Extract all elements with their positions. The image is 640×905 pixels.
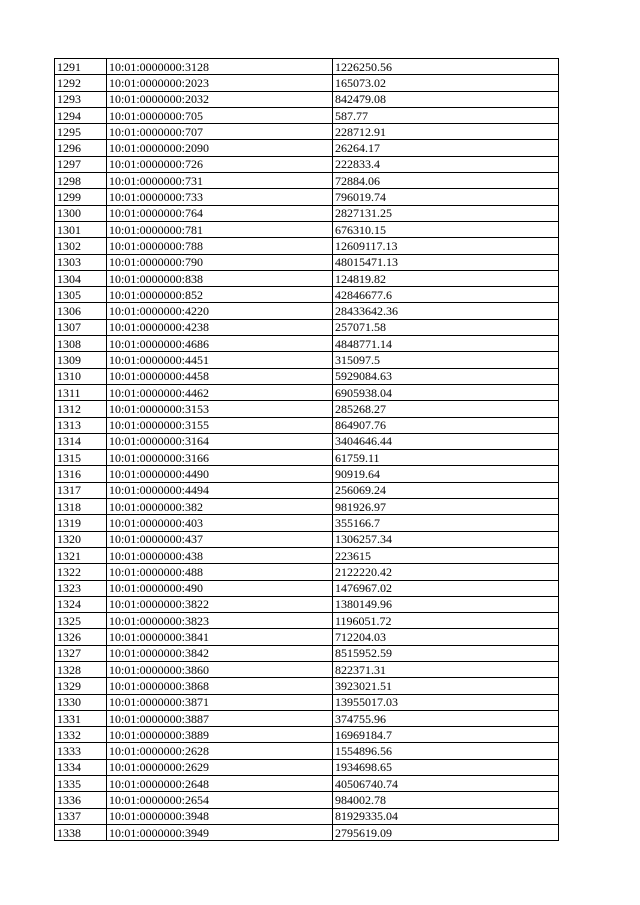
value-cell: 355166.7 xyxy=(333,515,559,531)
row-number-cell: 1302 xyxy=(55,238,107,254)
cadastral-number-cell: 10:01:0000000:707 xyxy=(107,124,333,140)
table-row xyxy=(55,499,559,515)
cadastral-number-cell: 10:01:0000000:3868 xyxy=(107,678,333,694)
value-cell: 2827131.25 xyxy=(333,205,559,221)
table-row xyxy=(55,59,559,75)
value-cell: 315097.5 xyxy=(333,352,559,368)
table-body xyxy=(55,59,559,841)
value-cell: 984002.78 xyxy=(333,792,559,808)
cadastral-number-cell: 10:01:0000000:4220 xyxy=(107,303,333,319)
value-cell: 1306257.34 xyxy=(333,531,559,547)
row-number-cell: 1328 xyxy=(55,661,107,677)
table-row xyxy=(55,352,559,368)
table-row xyxy=(55,547,559,563)
cadastral-number-cell: 10:01:0000000:731 xyxy=(107,173,333,189)
cadastral-number-cell: 10:01:0000000:3889 xyxy=(107,727,333,743)
row-number-cell: 1310 xyxy=(55,368,107,384)
value-cell: 90919.64 xyxy=(333,466,559,482)
table-row xyxy=(55,629,559,645)
cadastral-number-cell: 10:01:0000000:3887 xyxy=(107,710,333,726)
value-cell: 796019.74 xyxy=(333,189,559,205)
cadastral-number-cell: 10:01:0000000:3948 xyxy=(107,808,333,824)
value-cell: 1934698.65 xyxy=(333,759,559,775)
table-row xyxy=(55,661,559,677)
table-row xyxy=(55,482,559,498)
table-row xyxy=(55,450,559,466)
row-number-cell: 1337 xyxy=(55,808,107,824)
row-number-cell: 1332 xyxy=(55,727,107,743)
value-cell: 8515952.59 xyxy=(333,645,559,661)
table-row xyxy=(55,824,559,840)
value-cell: 223615 xyxy=(333,547,559,563)
row-number-cell: 1331 xyxy=(55,710,107,726)
value-cell: 1380149.96 xyxy=(333,596,559,612)
cadastral-number-cell: 10:01:0000000:488 xyxy=(107,564,333,580)
value-cell: 1476967.02 xyxy=(333,580,559,596)
cadastral-number-cell: 10:01:0000000:2032 xyxy=(107,91,333,107)
row-number-cell: 1300 xyxy=(55,205,107,221)
cadastral-number-cell: 10:01:0000000:403 xyxy=(107,515,333,531)
table-row xyxy=(55,270,559,286)
table-row xyxy=(55,515,559,531)
row-number-cell: 1295 xyxy=(55,124,107,140)
row-number-cell: 1318 xyxy=(55,499,107,515)
value-cell: 81929335.04 xyxy=(333,808,559,824)
cadastral-number-cell: 10:01:0000000:3841 xyxy=(107,629,333,645)
row-number-cell: 1305 xyxy=(55,287,107,303)
cadastral-number-cell: 10:01:0000000:3153 xyxy=(107,401,333,417)
value-cell: 1196051.72 xyxy=(333,613,559,629)
cadastral-number-cell: 10:01:0000000:4451 xyxy=(107,352,333,368)
cadastral-number-cell: 10:01:0000000:4458 xyxy=(107,368,333,384)
cadastral-number-cell: 10:01:0000000:733 xyxy=(107,189,333,205)
value-cell: 285268.27 xyxy=(333,401,559,417)
value-cell: 228712.91 xyxy=(333,124,559,140)
value-cell: 4848771.14 xyxy=(333,336,559,352)
row-number-cell: 1321 xyxy=(55,547,107,563)
table-row xyxy=(55,140,559,156)
row-number-cell: 1338 xyxy=(55,824,107,840)
row-number-cell: 1312 xyxy=(55,401,107,417)
cadastral-number-cell: 10:01:0000000:788 xyxy=(107,238,333,254)
table-row xyxy=(55,743,559,759)
row-number-cell: 1329 xyxy=(55,678,107,694)
row-number-cell: 1316 xyxy=(55,466,107,482)
cadastral-number-cell: 10:01:0000000:3128 xyxy=(107,59,333,75)
table-row xyxy=(55,205,559,221)
value-cell: 257071.58 xyxy=(333,319,559,335)
table-row xyxy=(55,613,559,629)
row-number-cell: 1327 xyxy=(55,645,107,661)
row-number-cell: 1317 xyxy=(55,482,107,498)
table-row xyxy=(55,336,559,352)
row-number-cell: 1335 xyxy=(55,776,107,792)
cadastral-number-cell: 10:01:0000000:4238 xyxy=(107,319,333,335)
table-row xyxy=(55,124,559,140)
value-cell: 61759.11 xyxy=(333,450,559,466)
cadastral-number-cell: 10:01:0000000:2090 xyxy=(107,140,333,156)
table-row xyxy=(55,417,559,433)
table-row xyxy=(55,189,559,205)
row-number-cell: 1306 xyxy=(55,303,107,319)
table-row xyxy=(55,466,559,482)
table-row xyxy=(55,156,559,172)
value-cell: 5929084.63 xyxy=(333,368,559,384)
cadastral-number-cell: 10:01:0000000:382 xyxy=(107,499,333,515)
table-row xyxy=(55,694,559,710)
cadastral-number-cell: 10:01:0000000:764 xyxy=(107,205,333,221)
table-row xyxy=(55,433,559,449)
table-row xyxy=(55,580,559,596)
value-cell: 374755.96 xyxy=(333,710,559,726)
row-number-cell: 1293 xyxy=(55,91,107,107)
table-row xyxy=(55,710,559,726)
row-number-cell: 1296 xyxy=(55,140,107,156)
cadastral-number-cell: 10:01:0000000:3842 xyxy=(107,645,333,661)
row-number-cell: 1330 xyxy=(55,694,107,710)
cadastral-number-cell: 10:01:0000000:4462 xyxy=(107,384,333,400)
value-cell: 165073.02 xyxy=(333,75,559,91)
row-number-cell: 1320 xyxy=(55,531,107,547)
value-cell: 13955017.03 xyxy=(333,694,559,710)
table-row xyxy=(55,238,559,254)
value-cell: 222833.4 xyxy=(333,156,559,172)
cadastral-number-cell: 10:01:0000000:2628 xyxy=(107,743,333,759)
row-number-cell: 1307 xyxy=(55,319,107,335)
row-number-cell: 1313 xyxy=(55,417,107,433)
row-number-cell: 1311 xyxy=(55,384,107,400)
row-number-cell: 1324 xyxy=(55,596,107,612)
cadastral-number-cell: 10:01:0000000:438 xyxy=(107,547,333,563)
value-cell: 822371.31 xyxy=(333,661,559,677)
table-row xyxy=(55,287,559,303)
table-row xyxy=(55,776,559,792)
value-cell: 28433642.36 xyxy=(333,303,559,319)
value-cell: 72884.06 xyxy=(333,173,559,189)
table-row xyxy=(55,254,559,270)
value-cell: 981926.97 xyxy=(333,499,559,515)
cadastral-number-cell: 10:01:0000000:4490 xyxy=(107,466,333,482)
row-number-cell: 1303 xyxy=(55,254,107,270)
value-cell: 842479.08 xyxy=(333,91,559,107)
data-table xyxy=(54,58,559,841)
cadastral-number-cell: 10:01:0000000:3823 xyxy=(107,613,333,629)
value-cell: 26264.17 xyxy=(333,140,559,156)
table-row xyxy=(55,91,559,107)
value-cell: 12609117.13 xyxy=(333,238,559,254)
cadastral-number-cell: 10:01:0000000:3822 xyxy=(107,596,333,612)
cadastral-number-cell: 10:01:0000000:781 xyxy=(107,221,333,237)
table-row xyxy=(55,564,559,580)
value-cell: 2122220.42 xyxy=(333,564,559,580)
value-cell: 3404646.44 xyxy=(333,433,559,449)
row-number-cell: 1326 xyxy=(55,629,107,645)
cadastral-number-cell: 10:01:0000000:2629 xyxy=(107,759,333,775)
cadastral-number-cell: 10:01:0000000:490 xyxy=(107,580,333,596)
row-number-cell: 1308 xyxy=(55,336,107,352)
table-row xyxy=(55,645,559,661)
row-number-cell: 1319 xyxy=(55,515,107,531)
cadastral-number-cell: 10:01:0000000:2023 xyxy=(107,75,333,91)
cadastral-number-cell: 10:01:0000000:3164 xyxy=(107,433,333,449)
row-number-cell: 1299 xyxy=(55,189,107,205)
cadastral-number-cell: 10:01:0000000:4686 xyxy=(107,336,333,352)
cadastral-number-cell: 10:01:0000000:3949 xyxy=(107,824,333,840)
value-cell: 712204.03 xyxy=(333,629,559,645)
row-number-cell: 1297 xyxy=(55,156,107,172)
table-row xyxy=(55,221,559,237)
table-row xyxy=(55,678,559,694)
cadastral-number-cell: 10:01:0000000:790 xyxy=(107,254,333,270)
table-row xyxy=(55,596,559,612)
value-cell: 587.77 xyxy=(333,107,559,123)
value-cell: 6905938.04 xyxy=(333,384,559,400)
table-row xyxy=(55,75,559,91)
value-cell: 124819.82 xyxy=(333,270,559,286)
cadastral-number-cell: 10:01:0000000:3871 xyxy=(107,694,333,710)
row-number-cell: 1323 xyxy=(55,580,107,596)
row-number-cell: 1314 xyxy=(55,433,107,449)
row-number-cell: 1301 xyxy=(55,221,107,237)
row-number-cell: 1334 xyxy=(55,759,107,775)
table-row xyxy=(55,107,559,123)
row-number-cell: 1304 xyxy=(55,270,107,286)
row-number-cell: 1315 xyxy=(55,450,107,466)
value-cell: 42846677.6 xyxy=(333,287,559,303)
value-cell: 864907.76 xyxy=(333,417,559,433)
table-row xyxy=(55,531,559,547)
value-cell: 2795619.09 xyxy=(333,824,559,840)
table-row xyxy=(55,303,559,319)
value-cell: 48015471.13 xyxy=(333,254,559,270)
table-row xyxy=(55,401,559,417)
table-row xyxy=(55,759,559,775)
value-cell: 3923021.51 xyxy=(333,678,559,694)
table-row xyxy=(55,368,559,384)
table-row xyxy=(55,319,559,335)
value-cell: 40506740.74 xyxy=(333,776,559,792)
cadastral-number-cell: 10:01:0000000:3166 xyxy=(107,450,333,466)
row-number-cell: 1291 xyxy=(55,59,107,75)
value-cell: 16969184.7 xyxy=(333,727,559,743)
table-row xyxy=(55,727,559,743)
value-cell: 1226250.56 xyxy=(333,59,559,75)
row-number-cell: 1336 xyxy=(55,792,107,808)
cadastral-number-cell: 10:01:0000000:705 xyxy=(107,107,333,123)
value-cell: 676310.15 xyxy=(333,221,559,237)
cadastral-number-cell: 10:01:0000000:2654 xyxy=(107,792,333,808)
cadastral-number-cell: 10:01:0000000:4494 xyxy=(107,482,333,498)
row-number-cell: 1309 xyxy=(55,352,107,368)
row-number-cell: 1298 xyxy=(55,173,107,189)
cadastral-number-cell: 10:01:0000000:3155 xyxy=(107,417,333,433)
cadastral-number-cell: 10:01:0000000:2648 xyxy=(107,776,333,792)
cadastral-number-cell: 10:01:0000000:3860 xyxy=(107,661,333,677)
row-number-cell: 1325 xyxy=(55,613,107,629)
row-number-cell: 1333 xyxy=(55,743,107,759)
cadastral-number-cell: 10:01:0000000:838 xyxy=(107,270,333,286)
table-row xyxy=(55,792,559,808)
table-row xyxy=(55,808,559,824)
table-row xyxy=(55,384,559,400)
row-number-cell: 1322 xyxy=(55,564,107,580)
table-row xyxy=(55,173,559,189)
value-cell: 1554896.56 xyxy=(333,743,559,759)
row-number-cell: 1292 xyxy=(55,75,107,91)
value-cell: 256069.24 xyxy=(333,482,559,498)
cadastral-number-cell: 10:01:0000000:726 xyxy=(107,156,333,172)
row-number-cell: 1294 xyxy=(55,107,107,123)
cadastral-number-cell: 10:01:0000000:852 xyxy=(107,287,333,303)
cadastral-number-cell: 10:01:0000000:437 xyxy=(107,531,333,547)
